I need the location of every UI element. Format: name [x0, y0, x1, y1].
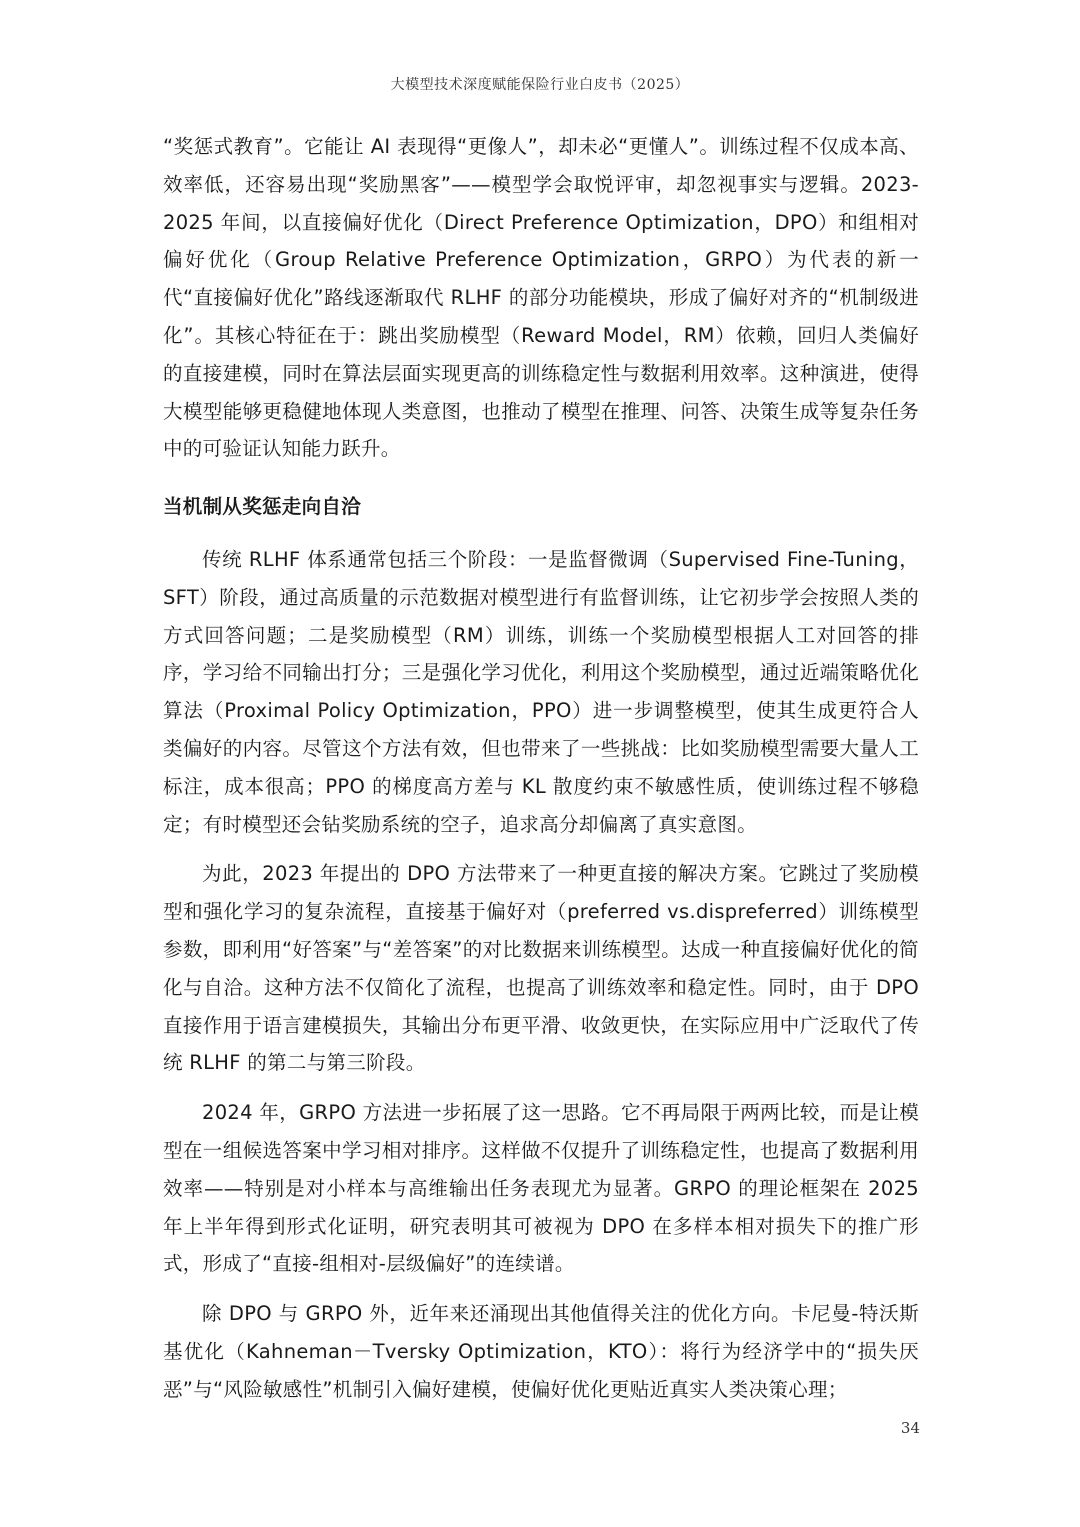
intro-paragraph: “奖惩式教育”。它能让 AI 表现得“更像人”，却未必“更懂人”。训练过程不仅成本高、效率低，还容易出现“奖励黑客”——模型学会取悦评审，却忽视事实与逻辑。2023-2025 年间，以直接偏好优化（Direct Preference Optimization，DPO）和组相对偏好优化（Group Relative Preference Optimization，GRPO）为代表的新一代“直接偏好优化”路线逐渐取代 RLHF 的部分功能模块，形成了偏好对齐的“机制级进化”。其核心特征在于：跳出奖励模型（Reward Model，RM）依赖，回归人类偏好的直接建模，同时在算法层面实现更高的训练稳定性与数据利用效率。这种演进，使得大模型能够更稳健地体现人类意图，也推动了模型在推理、问答、决策生成等复杂任务中的可验证认知能力跃升。 — [163, 135, 919, 461]
paragraph-dpo: 为此，2023 年提出的 DPO 方法带来了一种更直接的解决方案。它跳过了奖励模型和强化学习的复杂流程，直接基于偏好对（preferred vs.dispreferred）训练模型参数，即利用“好答案”与“差答案”的对比数据来训练模型。达成一种直接偏好优化的简化与自洽。这种方法不仅简化了流程，也提高了训练效率和稳定性。同时，由于 DPO 直接作用于语言建模损失，其输出分布更平滑、收敛更快，在实际应用中广泛取代了传统 RLHF 的第二与第三阶段。 — [163, 862, 919, 1075]
document-body — [163, 128, 919, 1409]
paragraph-rlhf-stages: 传统 RLHF 体系通常包括三个阶段：一是监督微调（Supervised Fine-Tuning，SFT）阶段，通过高质量的示范数据对模型进行有监督训练，让它初步学会按照人类的方式回答问题；二是奖励模型（RM）训练，训练一个奖励模型根据人工对回答的排序，学习给不同输出打分；三是强化学习优化，利用这个奖励模型，通过近端策略优化算法（Proximal Policy Optimization，PPO）进一步调整模型，使其生成更符合人类偏好的内容。尽管这个方法有效，但也带来了一些挑战：比如奖励模型需要大量人工标注，成本很高；PPO 的梯度高方差与 KL 散度约束不敏感性质，使训练过程不够稳定；有时模型还会钻奖励系统的空子，追求高分却偏离了真实意图。 — [163, 547, 919, 836]
paragraph-other-methods: 除 DPO 与 GRPO 外，近年来还涌现出其他值得关注的优化方向。卡尼曼-特沃斯基优化（Kahneman－Tversky Optimization，KTO）：将行为经济学中的“损失厌恶”与“风险敏感性”机制引入偏好建模，使偏好优化更贴近真实人类决策心理； — [163, 1302, 919, 1401]
running-header: 大模型技术深度赋能保险行业白皮书（2025） — [390, 77, 690, 93]
page-number: 34 — [900, 1419, 920, 1437]
paragraph-grpo: 2024 年，GRPO 方法进一步拓展了这一思路。它不再局限于两两比较，而是让模型在一组候选答案中学习相对排序。这样做不仅提升了训练稳定性，也提高了数据利用效率——特别是对小样本与高维输出任务表现尤为显著。GRPO 的理论框架在 2025 年上半年得到形式化证明，研究表明其可被视为 DPO 在多样本相对损失下的推广形式，形成了“直接-组相对-层级偏好”的连续谱。 — [163, 1101, 919, 1276]
section-heading: 当机制从奖惩走向自洽 — [163, 495, 362, 519]
